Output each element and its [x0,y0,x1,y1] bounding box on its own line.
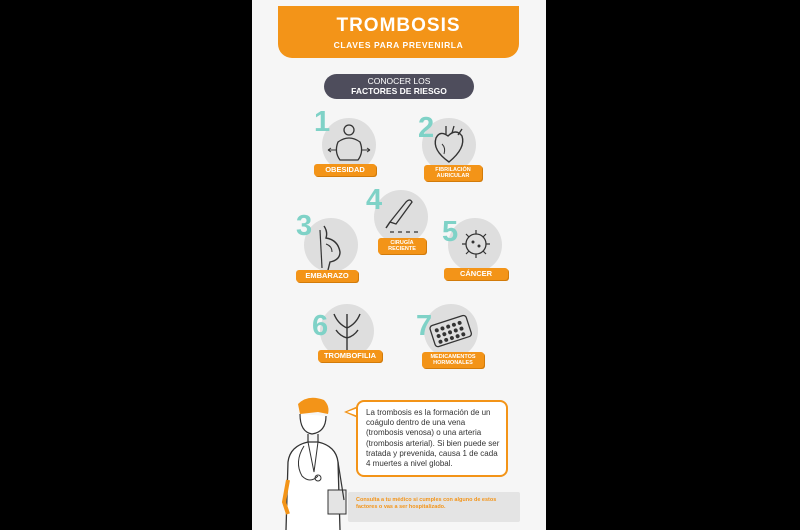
title: TROMBOSIS [336,15,461,36]
factor-number: 4 [366,184,383,216]
factor-number: 1 [314,106,331,138]
factor-label: TROMBOFILIA [318,350,382,362]
footer-note-text: Consulta a tu médico si cumples con alguno de estos factores o vas a ser hospitalizado. [356,497,497,510]
factor-label-line2: AURICULAR [436,173,470,179]
factor-label-line2: HORMONALES [433,360,473,366]
section-heading-line2: FACTORES DE RIESGO [351,86,447,96]
factor-number: 5 [442,216,459,248]
factor-label-line2: RECIENTE [388,246,416,252]
section-heading [324,74,474,99]
scalpel-icon [374,190,428,244]
subtitle: CLAVES PARA PREVENIRLA [333,40,464,50]
factor-label-line1: CIRUGÍA [390,240,414,246]
pills-icon [424,304,478,358]
factor-label-line1: FIBRILACIÓN [435,167,471,173]
header-banner [278,6,519,58]
speech-bubble [356,400,508,477]
pregnancy-icon [304,218,358,272]
factor-label: OBESIDAD [314,164,376,176]
factor-number: 2 [418,112,435,144]
factor-label [378,238,426,254]
factor-label [422,352,484,368]
section-heading-line1: CONOCER LOS [367,76,431,86]
heart-icon [422,118,476,172]
factor-number: 7 [416,310,433,342]
footer-note [348,492,520,522]
factor-label [424,165,482,181]
infographic-panel [252,0,546,530]
cancer-cell-icon [448,218,502,272]
factor-label: CÁNCER [444,268,508,280]
factor-label-line1: MEDICAMENTOS [430,354,476,360]
factor-number: 6 [312,310,329,342]
factor-label: EMBARAZO [296,270,358,282]
factor-number: 3 [296,210,313,242]
info-text: La trombosis es la formación de un coágulo dentro de una vena (trombosis venosa) o una arteria (trombosis arterial). Si bien puede ser tratada y prevenida, causa 1 de cada 4 muertes a nivel global. [366,408,500,469]
